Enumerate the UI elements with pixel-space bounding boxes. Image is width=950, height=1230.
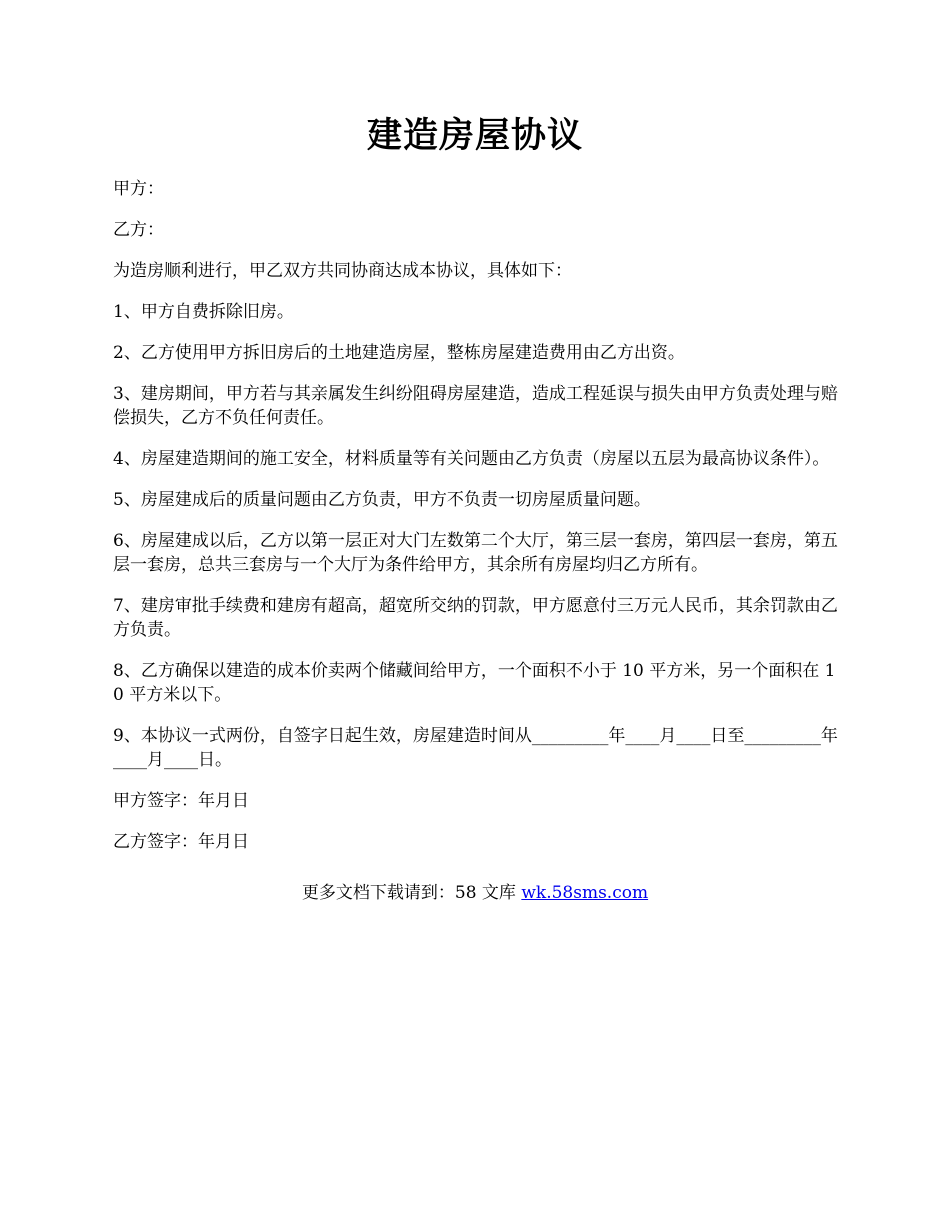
clause-7: 7、建房审批手续费和建房有超高，超宽所交纳的罚款，甲方愿意付三万元人民币，其余罚款由乙方负责。 (113, 596, 838, 640)
document-title: 建造房屋协议 (366, 115, 583, 156)
clause-8: 8、乙方确保以建造的成本价卖两个储藏间给甲方，一个面积不小于 10 平方米，另一个面积在 10 平方米以下。 (113, 661, 836, 705)
clause-1: 1、甲方自费拆除旧房。 (113, 302, 294, 322)
clause-9: 9、本协议一式两份，自签字日起生效，房屋建造时间从_________年____月____日至_________年____月____日。 (113, 726, 838, 770)
party-a-signature: 甲方签字：年月日 (113, 791, 249, 811)
clause-3: 3、建房期间，甲方若与其亲属发生纠纷阻碍房屋建造，造成工程延误与损失由甲方负责处理与赔偿损失，乙方不负任何责任。 (113, 384, 838, 428)
footer-text: 更多文档下载请到：58 文库 (301, 883, 522, 903)
party-b-line: 乙方： (113, 220, 164, 240)
intro-paragraph: 为造房顺利进行，甲乙双方共同协商达成本协议，具体如下： (113, 261, 572, 281)
clause-5: 5、房屋建成后的质量问题由乙方负责，甲方不负责一切房屋质量问题。 (113, 490, 651, 510)
clause-6: 6、房屋建成以后，乙方以第一层正对大门左数第二个大厅，第三层一套房，第四层一套房，第五层一套房，总共三套房与一个大厅为条件给甲方，其余所有房屋均归乙方所有。 (113, 531, 838, 575)
footer (0, 881, 950, 905)
clause-2: 2、乙方使用甲方拆旧房后的土地建造房屋，整栋房屋建造费用由乙方出资。 (113, 343, 685, 363)
clause-4: 4、房屋建造期间的施工安全，材料质量等有关问题由乙方负责（房屋以五层为最高协议条件）。 (113, 449, 830, 469)
party-b-signature: 乙方签字：年月日 (113, 832, 249, 852)
footer-link[interactable]: wk.58sms.com (521, 883, 649, 903)
party-a-line: 甲方： (113, 179, 164, 199)
document-body (113, 177, 840, 871)
